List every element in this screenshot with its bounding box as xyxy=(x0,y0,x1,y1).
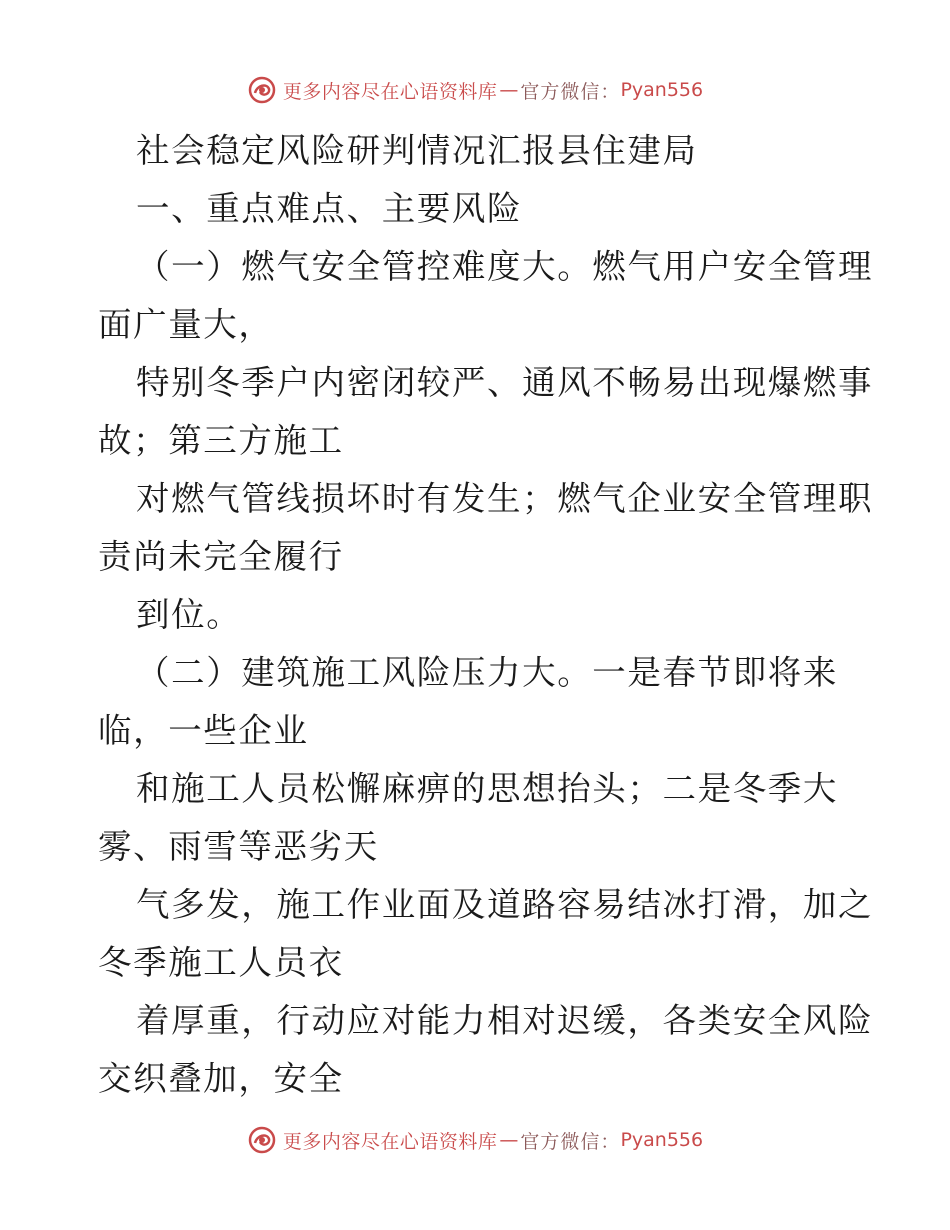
paragraph-line: （二）建筑施工风险压力大。一是春节即将来 xyxy=(136,653,838,692)
document-title: 社会稳定风险研判情况汇报县住建局 xyxy=(136,131,698,170)
swirl-logo-icon xyxy=(247,75,277,105)
header-watermark xyxy=(0,70,950,110)
paragraph-line: 临，一些企业 xyxy=(98,711,309,750)
watermark-official-label: 官方微信： xyxy=(520,80,621,103)
paragraph-line: 责尚未完全履行 xyxy=(98,537,344,576)
paragraph-line: 雾、雨雪等恶劣天 xyxy=(98,827,379,866)
paragraph-line: 特别冬季户内密闭较严、通风不畅易出现爆燃事 xyxy=(136,363,874,402)
swirl-logo-icon xyxy=(247,1125,277,1155)
footer-watermark xyxy=(0,1120,950,1160)
watermark-account: Pyan556 xyxy=(620,79,704,101)
paragraph-line: 交织叠加，安全 xyxy=(98,1059,344,1098)
watermark-dash: — xyxy=(499,79,519,101)
paragraph-line: 着厚重，行动应对能力相对迟缓，各类安全风险 xyxy=(136,1001,874,1040)
watermark-dash: — xyxy=(499,1129,519,1151)
paragraph-line: 和施工人员松懈麻痹的思想抬头；二是冬季大 xyxy=(136,769,838,808)
document-body xyxy=(98,122,874,1108)
paragraph-line: 气多发，施工作业面及道路容易结冰打滑，加之 xyxy=(136,885,874,924)
paragraph-line: 面广量大， xyxy=(98,305,274,344)
paragraph-line: （一）燃气安全管控难度大。燃气用户安全管理 xyxy=(136,247,874,286)
watermark-brand: 更多内容尽在心语资料库 xyxy=(282,1130,498,1153)
paragraph-line: 到位。 xyxy=(136,595,242,634)
paragraph-line: 冬季施工人员衣 xyxy=(98,943,344,982)
paragraph-line: 故；第三方施工 xyxy=(98,421,344,460)
watermark-official-label: 官方微信： xyxy=(520,1130,621,1153)
section-heading: 一、重点难点、主要风险 xyxy=(136,189,523,228)
watermark-brand: 更多内容尽在心语资料库 xyxy=(282,80,498,103)
paragraph-line: 对燃气管线损坏时有发生；燃气企业安全管理职 xyxy=(136,479,874,518)
watermark-account: Pyan556 xyxy=(620,1129,704,1151)
